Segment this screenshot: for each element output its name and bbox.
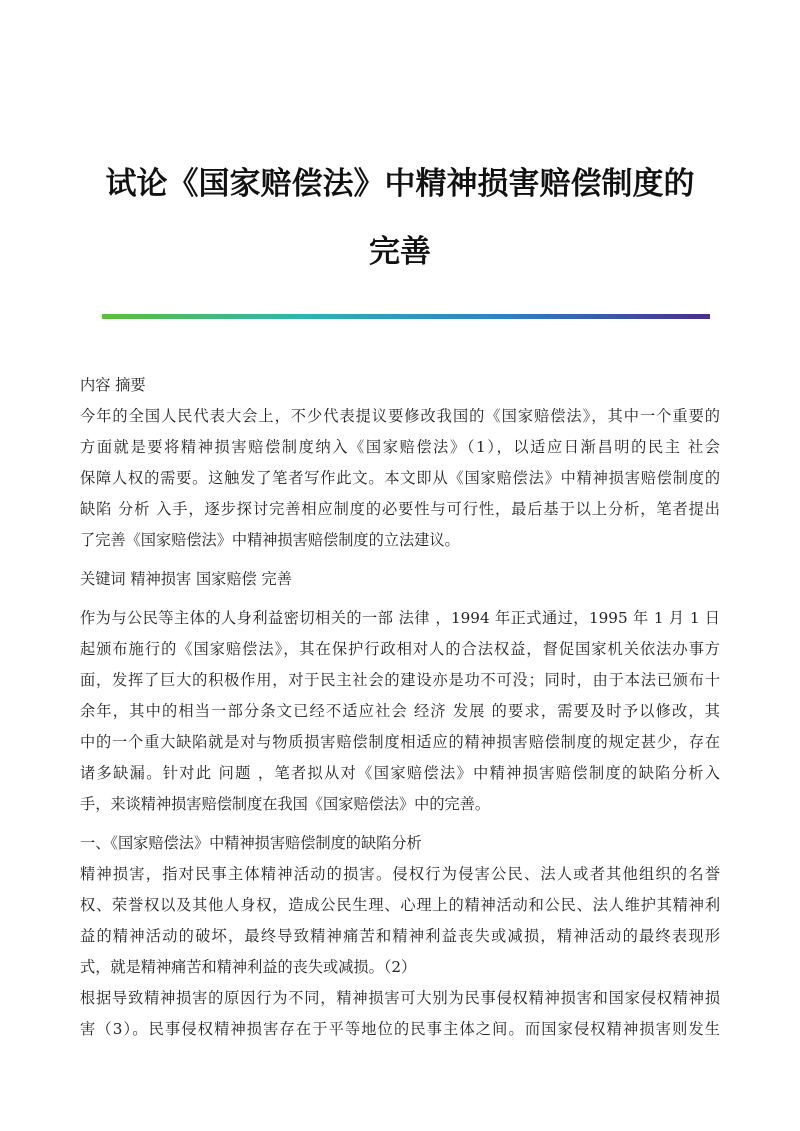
abstract-line: 了完善《国家赔偿法》中精神损害赔偿制度的立法建议。 [80,531,460,549]
intro-line: 面，发挥了巨大的积极作用，对于民主社会的建设亦是功不可没；同时，由于本法已颁布十 [80,671,720,689]
intro-line: 起颁布施行的《国家赔偿法》，其在保护行政相对人的合法权益，督促国家机关依法办事方 [80,640,720,658]
abstract-line: 保障人权的需要。这触发了笔者写作此文。本文即从《国家赔偿法》中精神损害赔偿制度的 [80,469,720,487]
section1-para1-line: 式，就是精神痛苦和精神利益的丧失或减损。（2） [80,958,417,976]
section1-para1-line: 精神损害，指对民事主体精神活动的损害。侵权行为侵害公民、法人或者其他组织的名誉 [80,865,720,883]
section1-para2-line: 根据导致精神损害的原因行为不同，精神损害可大别为民事侵权精神损害和国家侵权精神损 [80,989,720,1007]
title-divider [102,314,710,319]
abstract-line: 方面就是要将精神损害赔偿制度纳入《国家赔偿法》（1），以适应日渐昌明的民主 社会 [80,438,720,456]
section1-para2-line: 害（3）。民事侵权精神损害存在于平等地位的民事主体之间。而国家侵权精神损害则发生 [80,1020,720,1038]
keywords: 关键词 精神损害 国家赔偿 完善 [80,570,292,588]
intro-line: 余年，其中的相当一部分条文已经不适应社会 经济 发展 的要求，需要及时予以修改，其 [80,702,720,720]
section1-para1-line: 权、荣誉权以及其他人身权，造成公民生理、心理上的精神活动和公民、法人维护其精神利 [80,896,720,914]
abstract-line: 缺陷 分析 入手，逐步探讨完善相应制度的必要性与可行性，最后基于以上分析，笔者提出 [80,500,720,518]
document-title [80,150,720,286]
intro-line: 作为与公民等主体的人身利益密切相关的一部 法律 ，1994 年正式通过，1995 年 1 月 1 日 [80,609,720,627]
section1-para1-line: 益的精神活动的破坏，最终导致精神痛苦和精神利益丧失或减损，精神活动的最终表现形 [80,927,720,945]
intro-line: 诸多缺漏。针对此 问题 ，笔者拟从对《国家赔偿法》中精神损害赔偿制度的缺陷分析入 [80,764,720,782]
section-heading: 一、《国家赔偿法》中精神损害赔偿制度的缺陷分析 [80,834,422,852]
intro-line: 中的一个重大缺陷就是对与物质损害赔偿制度相适应的精神损害赔偿制度的规定甚少，存在 [80,733,720,751]
document-body [80,370,720,1045]
abstract-heading: 内容 摘要 [80,376,146,394]
title-line: 完善 [369,234,431,270]
intro-line: 手，来谈精神损害赔偿制度在我国《国家赔偿法》中的完善。 [80,795,491,813]
abstract-line: 今年的全国人民代表大会上，不少代表提议要修改我国的《国家赔偿法》，其中一个重要的 [80,407,720,425]
title-line: 试论《国家赔偿法》中精神损害赔偿制度的 [105,166,695,202]
